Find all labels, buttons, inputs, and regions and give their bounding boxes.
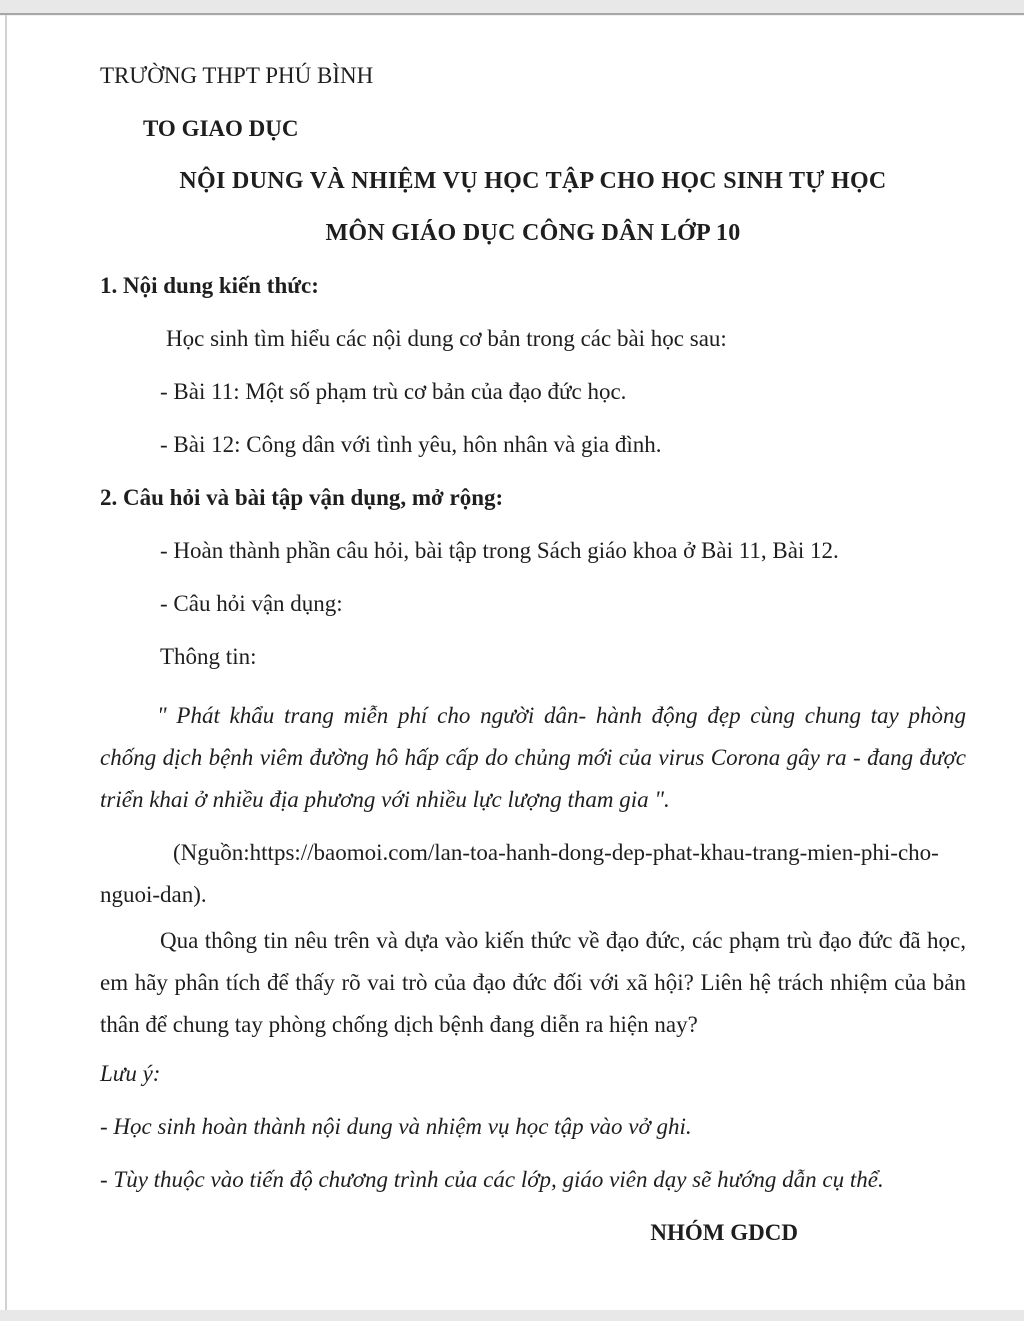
source-citation: (Nguồn:https://baomoi.com/lan-toa-hanh-dong-dep-phat-khau-trang-mien-phi-cho-nguoi-dan). <box>100 840 939 907</box>
note-item-notebook: - Học sinh hoàn thành nội dung và nhiệm vụ học tập vào vở ghi. <box>100 1114 692 1139</box>
note-item-schedule: - Tùy thuộc vào tiến độ chương trình của các lớp, giáo viên dạy sẽ hướng dẫn cụ thể. <box>100 1167 884 1192</box>
news-quote: " Phát khẩu trang miễn phí cho người dân- hành động đẹp cùng chung tay phòng chống dịch bệnh viêm đường hô hấp cấp do chủng mới của virus Corona gây ra - đang được triển khai ở nhiều địa phương với nhiều lực lượng tham gia ". <box>100 703 966 812</box>
section2-item-application: - Câu hỏi vận dụng: <box>160 591 343 616</box>
info-label: Thông tin: <box>160 644 257 669</box>
document-page <box>0 13 1024 1310</box>
section1-intro: Học sinh tìm hiểu các nội dung cơ bản trong các bài học sau: <box>166 326 727 351</box>
document-content <box>0 15 1024 1310</box>
application-question: Qua thông tin nêu trên và dựa vào kiến thức về đạo đức, các phạm trù đạo đức đã học, em hãy phân tích để thấy rõ vai trò của đạo đức đối với xã hội? Liên hệ trách nhiệm của bản thân để chung tay phòng chống dịch bệnh đang diễn ra hiện nay? <box>100 928 966 1037</box>
signature-group: NHÓM GDCD <box>650 1220 798 1245</box>
document-title-line2: MÔN GIÁO DỤC CÔNG DÂN LỚP 10 <box>325 220 741 246</box>
lesson-item-11: - Bài 11: Một số phạm trù cơ bản của đạo đức học. <box>160 379 627 404</box>
document-title-line1: NỘI DUNG VÀ NHIỆM VỤ HỌC TẬP CHO HỌC SINH TỰ HỌC <box>179 168 887 194</box>
notes-label: Lưu ý: <box>100 1061 161 1086</box>
section1-heading: 1. Nội dung kiến thức: <box>100 273 319 298</box>
lesson-item-12: - Bài 12: Công dân với tình yêu, hôn nhân và gia đình. <box>160 432 662 457</box>
department-name: TO GIAO DỤC <box>143 116 299 141</box>
section2-heading: 2. Câu hỏi và bài tập vận dụng, mở rộng: <box>100 485 504 510</box>
section2-item-homework: - Hoàn thành phần câu hỏi, bài tập trong Sách giáo khoa ở Bài 11, Bài 12. <box>160 538 839 563</box>
school-name: TRƯỜNG THPT PHÚ BÌNH <box>100 63 374 88</box>
